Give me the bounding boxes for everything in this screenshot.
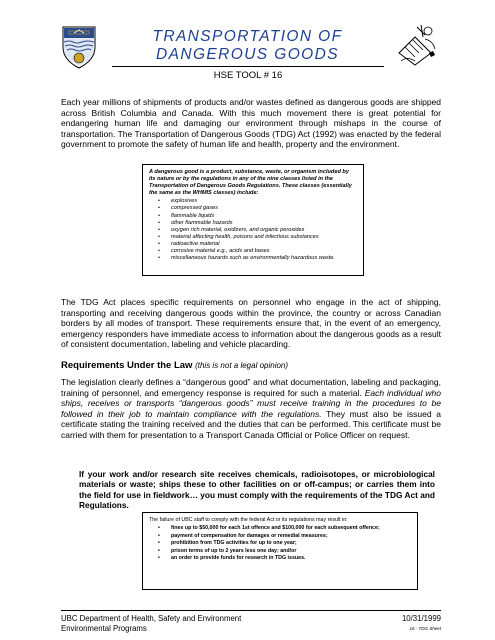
list-item: • compressed gases [149, 205, 357, 212]
list-item: • payment of compensation for damages or remedial measures; [149, 533, 411, 540]
list-item: • prison terms of up to 2 years less one day; and/or [149, 548, 411, 555]
legislation-text-a: The legislation clearly defines a “dangerous good” and what documentation, labeling and packaging, training of personnel, and emergency response is required for such a material. [61, 377, 441, 398]
list-item: • radioactive material [149, 241, 357, 248]
legislation-text-b: Each individual who ships, receives or transports “dangerous goods” must receive training in the procedures to be followed in their job to maintain compliance with the regulations. [61, 387, 441, 419]
footer-program: Environmental Programs [61, 624, 147, 633]
section-heading-note: (this is not a legal opinion) [195, 361, 289, 370]
list-item: • prohibition from TDG activities for up to one year; [149, 540, 411, 547]
footer-date: 10/31/1999 [401, 614, 441, 623]
penalty-list [149, 525, 411, 562]
hazard-cartoon-icon [395, 23, 439, 67]
legislation-paragraph [61, 377, 441, 441]
title-divider [112, 66, 384, 67]
list-item: • flammable liquids [149, 213, 357, 220]
document-title: TRANSPORTATION OF DANGEROUS GOODS [152, 28, 343, 63]
penalty-intro: The failure of UBC staff to comply with the federal Act or its regulations may result in: [149, 517, 348, 523]
footer-department: UBC Department of Health, Safety and Environment [61, 614, 242, 623]
footer-page: 16 - TDG Sheet [409, 626, 441, 631]
list-item: • fines up to $50,000 for each 1st offence and $100,000 for each subsequent offence; [149, 525, 411, 532]
legislation-text-c: They must also be issued a certificate stating the training received and the duties that can be performed. This certificate must be carried with them for presentation to a Transport Canada Official or Police Officer on request. [61, 408, 441, 440]
requirements-paragraph: The TDG Act places specific requirements on personnel who engage in the act of shipping, transporting and receiving dangerous goods within the province, the country or across Canadian borders by all modes of transport. These requirements ensure that, in the event of an emergency, emergency responders have immediate access to information about the dangerous goods as a result of consistent documentation, labeling and vehicle placarding. [61, 297, 441, 350]
document-subtitle: HSE TOOL # 16 [213, 70, 283, 81]
footer-divider [61, 610, 441, 611]
definition-intro: A dangerous good is a product, substance, waste, or organism included by its nature or by the regulations in any of the nine classes listed in the Transportation of Dangerous Goods Regulations. These classes (essentially the same as the WHMIS classes) include: [149, 169, 352, 197]
list-item: • other flammable hazards [149, 220, 357, 227]
list-item: • corrosive material e.g., acids and bases [149, 248, 357, 255]
list-item: • material affecting health, poisons and infectious substances [149, 234, 357, 241]
ubc-crest-icon [61, 25, 97, 69]
list-item: • oxygen rich material, oxidizers, and organic peroxides [149, 227, 357, 234]
section-heading [61, 360, 288, 371]
section-heading-text: Requirements Under the Law [61, 360, 193, 371]
list-item: • miscellaneous hazards such as environmentally hazardous waste. [149, 255, 357, 262]
hazard-class-list [149, 198, 357, 262]
definition-box [142, 164, 364, 276]
list-item: • an order to provide funds for research in TDG issues. [149, 555, 411, 562]
penalty-box [142, 512, 418, 590]
compliance-notice: If your work and/or research site receives chemicals, radioisotopes, or microbiological materials or waste; ships these to other facilities on or off-campus; or carries them into the field for use in fieldwork… you must comply with the requirements of the TDG Act and Regulations. [79, 469, 435, 510]
list-item: • explosives [149, 198, 357, 205]
intro-paragraph: Each year millions of shipments of products and/or wastes defined as dangerous goods are shipped across British Columbia and Canada. With this much movement there is great potential for endangering human life and damaging our environment through mishaps in the course of transportation. The Transportation of Dangerous Goods (TDG) Act (1992) was enacted by the federal government to promote the safety of human life and health, property and the environment. [61, 97, 441, 150]
